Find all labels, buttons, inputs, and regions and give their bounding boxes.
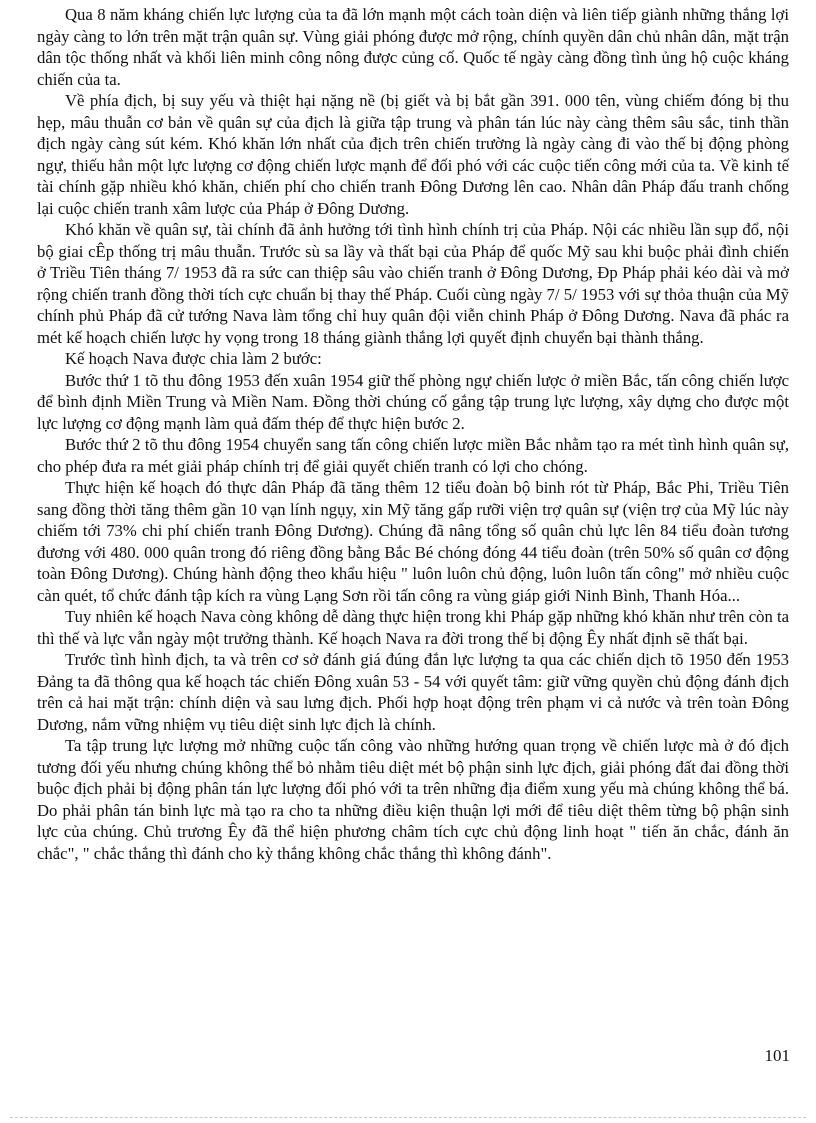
paragraph-2: Về phía địch, bị suy yếu và thiệt hại nặng nề (bị giết và bị bắt gần 391. 000 tên, vùng chiếm đóng bị thu hẹp, mâu thuẫn cơ bản về quân sự của địch là giữa tập trung và phân tán lúc này càng thêm sâu sắc, tinh thần địch ngày càng sút kém. Khó khăn lớn nhất của địch trên chiến trường là ngày càng đi vào thế bị động phòng ngự, thiếu hẳn một lực lượng cơ động chiến lược mạnh để đối phó với các cuộc tiến công mới của ta. Về kinh tế tài chính gặp nhiều khó khăn, chiến phí cho chiến tranh Đông Dương lên cao. Nhân dân Pháp đấu tranh chống lại cuộc chiến tranh xâm lược của Pháp ở Đông Dương. <box>37 91 789 218</box>
page-number: 101 <box>764 1046 790 1065</box>
paragraph-6: Bước thứ 2 tõ thu đông 1954 chuyển sang tấn công chiến lược miền Bắc nhằm tạo ra mét tình hình quân sự, cho phép đưa ra mét giải pháp chính trị để giải quyết chiến tranh có lợi cho chóng. <box>37 435 789 476</box>
paragraph-7: Thực hiện kế hoạch đó thực dân Pháp đã tăng thêm 12 tiểu đoàn bộ binh rót từ Pháp, Bắc Phi, Triều Tiên sang đồng thời tăng thêm gần 10 vạn lính ngụy, xin Mỹ tăng gấp rưỡi viện trợ quân sự (viện trợ của Mỹ lúc này chiếm tới 73% chi phí chiến tranh Đông Dương). Chúng đã nâng tổng số quân chủ lực lên 84 tiểu đoàn tương đương với 480. 000 quân trong đó riêng đồng bằng Bắc Bé chóng đóng 44 tiểu đoàn (trên 50% số quân cơ động toàn Đông Dương). Chúng hành động theo khẩu hiệu " luôn luôn chủ động, luôn luôn tấn công" mở nhiều cuộc càn quét, tổ chức đánh tập kích ra vùng Lạng Sơn rồi tấn công ra vùng giáp giới Ninh Bình, Thanh Hóa... <box>37 478 789 605</box>
paragraph-1: Qua 8 năm kháng chiến lực lượng của ta đã lớn mạnh một cách toàn diện và liên tiếp giành những thắng lợi ngày càng to lớn trên mặt trận quân sự. Vùng giải phóng được mở rộng, chính quyền dân chủ nhân dân, mặt trận dân tộc thống nhất và khối liên minh công nông được củng cố. Quốc tế ngày càng đồng tình ủng hộ cuộc kháng chiến của ta. <box>37 5 789 89</box>
paragraph-4: Kế hoạch Nava được chia làm 2 bước: <box>65 349 322 368</box>
paragraph-8: Tuy nhiên kế hoạch Nava còng không dễ dàng thực hiện trong khi Pháp gặp những khó khăn như trên còn ta thì thế và lực vẫn ngày một trưởng thành. Kế hoạch Nava ra đời trong thế bị động Êy nhất định sẽ thất bại. <box>37 607 790 648</box>
body-text <box>37 4 789 864</box>
paragraph-10: Ta tập trung lực lượng mở những cuộc tấn công vào những hướng quan trọng về chiến lược mà ở đó địch tương đối yếu nhưng chúng không thể bỏ nhằm tiêu diệt mét bộ phận sinh lực địch, giải phóng đất đai đồng thời buộc địch phải bị động phân tán lực lượng đối phó với ta trên những địa điểm xung yếu mà chúng không thể bá. Do phải phân tán binh lực mà tạo ra cho ta những điều kiện thuận lợi mới để tiêu diệt thêm từng bộ phận sinh lực của chúng. Chủ trương Êy đã thể hiện phương châm tích cực chủ động linh hoạt " tiến ăn chắc, đánh ăn chắc", " chắc thắng thì đánh cho kỳ thắng không chắc thắng thì không đánh". <box>37 736 789 863</box>
page-bottom-divider <box>10 1117 806 1118</box>
paragraph-3: Khó khăn về quân sự, tài chính đã ảnh hưởng tới tình hình chính trị của Pháp. Nội các nhiều lần sụp đổ, nội bộ giai cÊp thống trị mâu thuẫn. Trước sù sa lầy và thất bại của Pháp để quốc Mỹ sau khi buộc phải đình chiến ở Triều Tiên tháng 7/ 1953 đã ra sức can thiệp sâu vào chiến tranh ở Đông Dương, Đp Pháp phải kéo dài và mở rộng chiến tranh đồng thời tích cực chuẩn bị thay thế Pháp. Cuối cùng ngày 7/ 5/ 1953 với sự thỏa thuận của Mỹ chính phủ Pháp đã cử tướng Nava làm tổng chỉ huy quân đội viễn chinh Pháp ở Đông Dương. Nava đã phác ra mét kế hoạch chiến lược hy vọng trong 18 tháng giành thắng lợi quyết định chuyển bại thành thắng. <box>37 220 789 347</box>
paragraph-5: Bước thứ 1 tõ thu đông 1953 đến xuân 1954 giữ thế phòng ngự chiến lược ở miền Bắc, tấn công chiến lược để bình định Miền Trung và Miền Nam. Đồng thời chúng cố gắng tập trung lực lượng, xây dựng cho được một lực lượng cơ động mạnh làm quả đấm thép để thực hiện bước 2. <box>37 370 789 433</box>
paragraph-9: Trước tình hình địch, ta và trên cơ sở đánh giá đúng đắn lực lượng ta qua các chiến dịch tõ 1950 đến 1953 Đảng ta đã thông qua kế hoạch tác chiến Đông xuân 53 - 54 với quyết tâm: giữ vững quyền chủ động đánh địch trên cả hai mặt trận: chính diện và sau lưng địch. Phối hợp hoạt động trên phạm vi cả nước và trên toàn Đông Dương, nắm vững nhiệm vụ tiêu diệt sinh lực địch là chính. <box>37 650 789 734</box>
